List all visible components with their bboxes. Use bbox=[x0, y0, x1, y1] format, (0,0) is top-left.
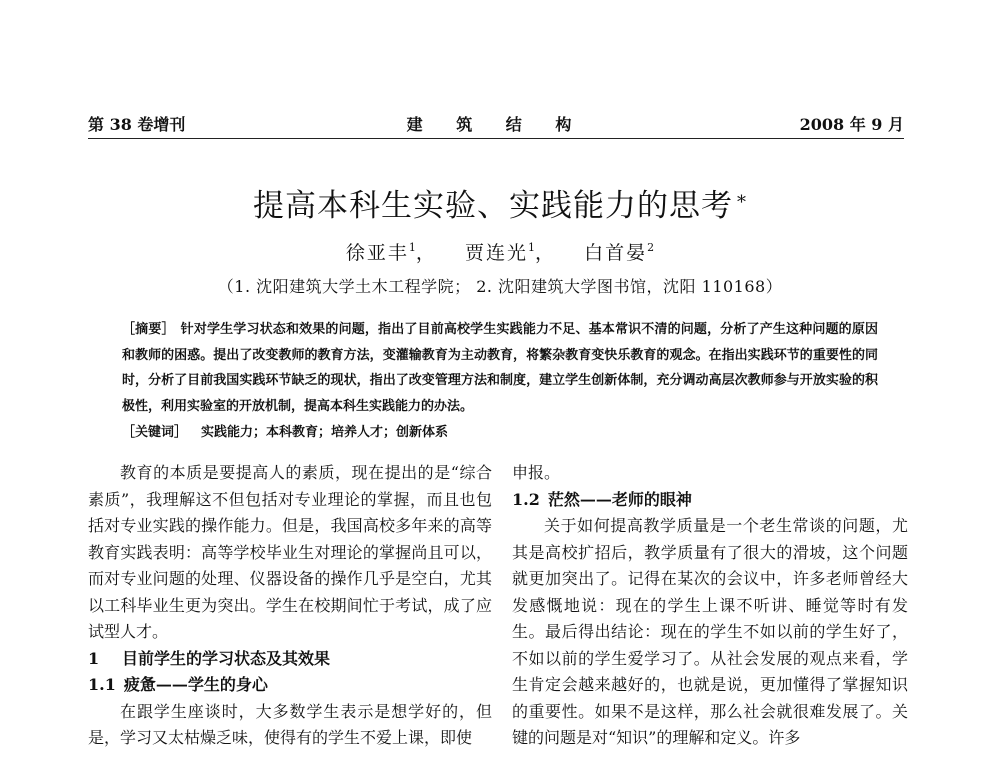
affiliation: （1. 沈阳建筑大学土木工程学院； 2. 沈阳建筑大学图书馆，沈阳 110168） bbox=[217, 277, 783, 296]
keywords bbox=[122, 420, 878, 445]
author-3 bbox=[584, 242, 654, 264]
section-1-title: 目前学生的学习状态及其效果 bbox=[122, 648, 331, 668]
title-footnote-mark: * bbox=[737, 192, 747, 213]
author-2-name: 贾连光 bbox=[464, 242, 528, 264]
section-1-2-title: 茫然——老师的眼神 bbox=[547, 489, 692, 509]
author-2-affil: 1 bbox=[528, 241, 535, 254]
author-list bbox=[0, 238, 1000, 265]
section-1-2-heading bbox=[512, 487, 908, 514]
abstract-text: 针对学生学习状态和效果的问题，指出了目前高校学生实践能力不足、基本常识不清的问题，分析了产生这种问题的原因和教师的困惑。提出了改变教师的教育方法，变灌输教育为主动教育，将繁杂教育变快乐教育的观念。在指出实践环节的重要性的同时，分析了目前我国实践环节缺乏的现状，指出了改变管理方法和制度，建立学生创新体制，充分调动高层次教师参与开放实验的积极性，利用实验室的开放机制，提高本科生实践能力的办法。 bbox=[122, 322, 878, 414]
header-rule bbox=[88, 138, 904, 139]
running-head bbox=[88, 112, 904, 136]
abstract-label: ［摘要］ bbox=[122, 322, 175, 337]
section-1-1-paragraph: 在跟学生座谈时，大多数学生表示是想学好的，但是，学习又太枯燥乏味，使得有的学生不爱上课，即使 bbox=[88, 701, 492, 747]
author-separator: ， bbox=[415, 242, 437, 264]
section-1-2-number: 1.2 bbox=[512, 489, 540, 509]
journal-name: 建 筑 结 构 bbox=[406, 115, 586, 134]
author-3-affil: 2 bbox=[647, 241, 655, 254]
paper-title bbox=[0, 180, 1000, 225]
author-1-affil: 1 bbox=[408, 241, 416, 254]
section-1-1-number: 1.1 bbox=[88, 675, 116, 694]
continued-text: 申报。 bbox=[512, 463, 561, 482]
section-1-1-heading bbox=[88, 672, 492, 699]
author-2 bbox=[465, 242, 556, 264]
keywords-text: 实践能力；本科教育；培养人才；创新体系 bbox=[201, 425, 449, 440]
author-1 bbox=[346, 242, 437, 264]
section-1-1-title: 疲惫——学生的身心 bbox=[123, 675, 268, 694]
body-column-right bbox=[512, 460, 908, 752]
title-text: 提高本科生实验、实践能力的思考 bbox=[253, 188, 733, 224]
abstract bbox=[122, 317, 878, 419]
author-3-name: 白首晏 bbox=[584, 242, 648, 264]
section-1-heading bbox=[88, 646, 492, 673]
keywords-label: ［关键词］ bbox=[122, 425, 188, 440]
section-1-number: 1 bbox=[88, 648, 100, 668]
intro-paragraph: 教育的本质是要提高人的素质，现在提出的是“综合素质”，我理解这不但包括对专业理论的掌握，而且也包括对专业实践的操作能力。但是，我国高校多年来的高等教育实践表明：高等学校毕业生对理论的掌握尚且可以，而对专业问题的处理、仪器设备的操作几乎是空白，尤其以工科毕业生更为突出。学生在校期间忙于考试，成了应试型人才。 bbox=[88, 463, 492, 641]
section-1-2-paragraph: 关于如何提高教学质量是一个老生常谈的问题，尤其是高校扩招后，教学质量有了很大的滑坡，这个问题就更加突出了。记得在某次的会议中，许多老师曾经大发感慨地说：现在的学生上课不听讲、睡觉等时有发生。最后得出结论：现在的学生不如以前的学生好了，不如以前的学生爱学习了。从社会发展的观点来看，学生肯定会越来越好的，也就是说，更加懂得了掌握知识的重要性。如果不是这样，那么社会就很难发展了。关键的问题是对“知识”的理解和定义。许多 bbox=[512, 516, 908, 747]
journal-volume: 第 38 卷增刊 bbox=[88, 115, 186, 134]
body-column-left bbox=[88, 460, 492, 752]
author-1-name: 徐亚丰 bbox=[345, 242, 409, 264]
author-separator: ， bbox=[535, 242, 557, 264]
issue-date: 2008 年 9 月 bbox=[799, 115, 904, 134]
